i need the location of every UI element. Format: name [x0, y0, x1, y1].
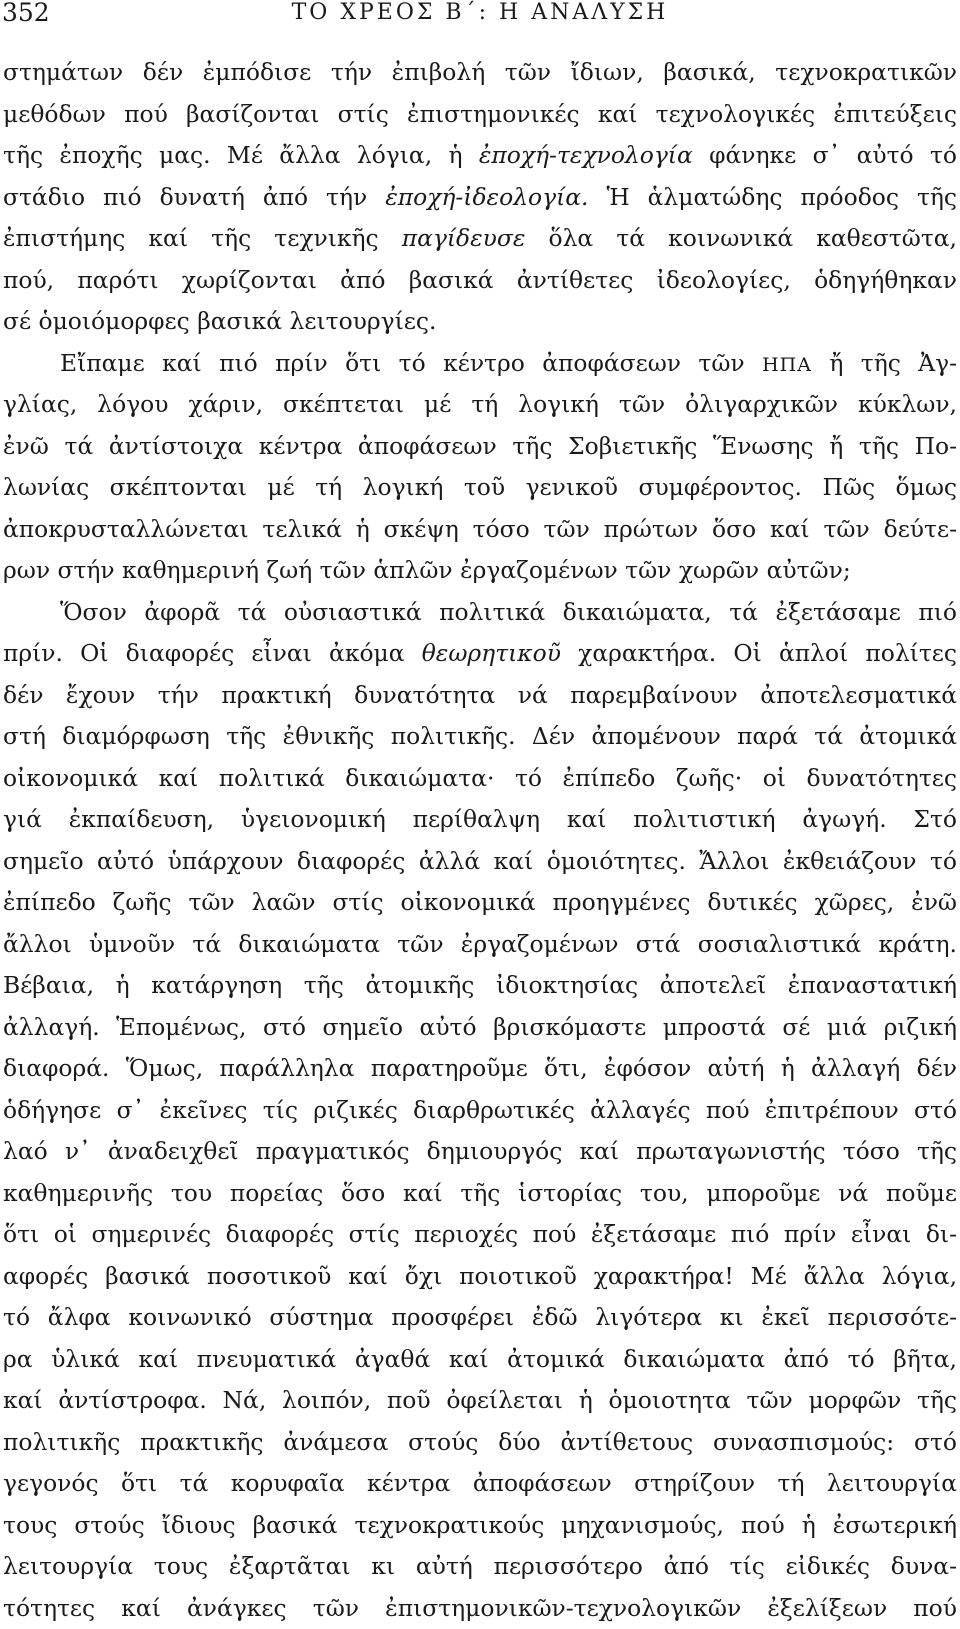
text-segment: γλίας, λόγου χάριν, σκέπτεται μέ τή λογική τῶν ὀλιγαρχικῶν κύκλων, — [3, 390, 957, 418]
text-line — [3, 1256, 957, 1298]
text-segment: τους στούς ἴδιους βασικά τεχνοκρατικούς μηχανισμούς, πού ἡ ἐσωτερική — [3, 1511, 957, 1539]
text-line — [3, 426, 957, 468]
text-segment: ὁδήγησε σ᾽ ἐκεῖνες τίς ριζικές διαρθρωτικές ἀλλαγές πού ἐπιτρέπουν στό — [3, 1096, 957, 1124]
text-segment: ἐνῶ τά ἀντίστοιχα κέντρα ἀποφάσεων τῆς Σοβιετικῆς Ἕνωσης ἤ τῆς Πο- — [3, 432, 957, 460]
text-line — [3, 924, 957, 966]
text-line — [3, 1173, 957, 1215]
text-segment: γιά ἐκπαίδευση, ὑγειονομική περίθαλψη καί πολιτιστική ἀγωγή. Στό — [3, 805, 957, 833]
text-line — [3, 467, 957, 509]
text-line — [3, 799, 957, 841]
text-segment: διαφορά. Ὅμως, παράλληλα παρατηροῦμε ὅτι, ἐφόσον αὐτή ἡ ἀλλαγή δέν — [3, 1054, 957, 1082]
text-line — [3, 675, 957, 717]
text-line — [3, 882, 957, 924]
text-segment: ὅλα τά κοινωνικά καθεστῶτα, — [525, 224, 957, 252]
text-segment: γεγονός ὅτι τά κορυφαῖα κέντρα ἀποφάσεων στηρίζουν τή λειτουργία — [3, 1469, 957, 1497]
text-line — [3, 260, 957, 302]
text-line — [3, 1380, 957, 1422]
text-segment: στάδιο πιό δυνατή ἀπό τήν — [3, 183, 385, 211]
text-line — [3, 633, 957, 675]
text-segment: πού, παρότι χωρίζονται ἀπό βασικά ἀντίθετες ἰδεολογίες, ὁδηγήθηκαν — [3, 266, 957, 294]
text-segment: φάνηκε σ᾽ αὐτό τό — [693, 141, 957, 169]
text-line — [3, 965, 957, 1007]
text-segment: ἐπίπεδο ζωῆς τῶν λαῶν στίς οἰκονομικά προηγμένες δυτικές χῶρες, ἐνῶ — [3, 888, 957, 916]
text-segment: ἄλλοι ὑμνοῦν τά δικαιώματα τῶν ἐργαζομένων στά σοσιαλιστικά κράτη. — [3, 930, 957, 958]
text-segment: ἤ τῆς Ἀγ- — [812, 349, 957, 377]
text-line — [3, 1090, 957, 1132]
text-segment: καί ἀντίστροφα. Νά, λοιπόν, ποῦ ὀφείλεται ἡ ὁμοιοτητα τῶν μορφῶν τῆς — [3, 1386, 957, 1414]
text-segment-italic: θεωρητικοῦ — [422, 639, 561, 667]
text-segment: μεθόδων πού βασίζονται στίς ἐπιστημονικές καί τεχνολογικές ἐπιτεύξεις — [3, 100, 957, 128]
text-segment: σημεῖο αὐτό ὑπάρχουν διαφορές ἀλλά καί ὁμοιότητες. Ἄλλοι ἐκθειάζουν τό — [3, 847, 957, 875]
text-line — [3, 1339, 957, 1381]
text-line — [3, 509, 957, 551]
text-segment: λαό ν᾽ ἀναδειχθεῖ πραγματικός δημιουργός καί πρωταγωνιστής τόσο τῆς — [3, 1137, 957, 1165]
running-title: ΤΟ ΧΡΕΟΣ Β΄: Η ΑΝΑΛΥΣΗ — [2, 0, 958, 26]
text-segment-italic: ἐποχή-ἰδεολογία. — [385, 183, 588, 211]
page-number: 352 — [2, 0, 50, 26]
text-line — [3, 1422, 957, 1464]
text-line — [3, 1131, 957, 1173]
text-segment: τό ἄλφα κοινωνικό σύστημα προσφέρει ἐδῶ λιγότερα κι ἐκεῖ περισσότε- — [3, 1303, 957, 1331]
text-segment-italic: ἐποχή-τεχνολογία — [479, 141, 693, 169]
text-segment: καθημερινῆς του πορείας ὅσο καί τῆς ἱστορίας του, μποροῦμε νά ποῦμε — [3, 1179, 957, 1207]
text-segment: Εἴπαμε καί πιό πρίν ὅτι τό κέντρο ἀποφάσεων τῶν — [60, 349, 762, 377]
text-segment: λωνίας σκέπτονται μέ τή λογική τοῦ γενικοῦ συμφέροντος. Πῶς ὅμως — [3, 473, 957, 501]
text-segment: τῆς ἐποχῆς μας. Μέ ἄλλα λόγια, ἡ — [3, 141, 479, 169]
text-segment: ρων στήν καθημερινή ζωή τῶν ἁπλῶν ἐργαζομένων τῶν χωρῶν αὐτῶν; — [3, 556, 851, 584]
text-line — [3, 218, 957, 260]
text-line — [3, 343, 957, 385]
text-segment: αφορές βασικά ποσοτικοῦ καί ὄχι ποιοτικοῦ χαρακτήρα! Μέ ἄλλα λόγια, — [3, 1262, 957, 1290]
text-line — [3, 758, 957, 800]
text-line — [3, 1048, 957, 1090]
text-segment: οἰκονομικά καί πολιτικά δικαιώματα· τό ἐπίπεδο ζωῆς· οἱ δυνατότητες — [3, 764, 957, 792]
text-line — [3, 301, 957, 343]
text-line — [3, 1546, 957, 1588]
text-line — [3, 592, 957, 634]
text-line — [3, 52, 957, 94]
text-line — [3, 177, 957, 219]
text-segment: χαρακτήρα. Οἱ ἁπλοί πολίτες — [561, 639, 957, 667]
text-line — [3, 1297, 957, 1339]
text-line — [3, 550, 957, 592]
text-segment: Ὅσον ἀφορᾶ τά οὐσιαστικά πολιτικά δικαιώματα, τά ἐξετάσαμε πιό — [60, 598, 957, 626]
text-segment-italic: παγίδευσε — [402, 224, 526, 252]
text-segment: ἀποκρυσταλλώνεται τελικά ἡ σκέψη τόσο τῶν πρώτων ὅσο καί τῶν δεύτε- — [3, 515, 957, 543]
text-line — [3, 135, 957, 177]
text-segment: ὅτι οἱ σημερινές διαφορές στίς περιοχές πού ἐξετάσαμε πιό πρίν εἶναι δι- — [3, 1220, 957, 1248]
text-line — [3, 1007, 957, 1049]
text-line — [3, 841, 957, 883]
text-line — [3, 716, 957, 758]
text-line — [3, 1463, 957, 1505]
text-segment: Βέβαια, ἡ κατάργηση τῆς ἀτομικῆς ἰδιοκτησίας ἀποτελεῖ ἐπαναστατική — [3, 971, 957, 999]
text-segment: πρίν. Οἱ διαφορές εἶναι ἀκόμα — [3, 639, 422, 667]
text-segment: ἀλλαγή. Ἑπομένως, στό σημεῖο αὐτό βρισκόμαστε μπροστά σέ μιά ριζική — [3, 1013, 957, 1041]
text-segment: σέ ὁμοιόμορφες βασικά λειτουργίες. — [3, 307, 436, 335]
text-line — [3, 1505, 957, 1547]
text-segment: λειτουργία τους ἐξαρτᾶται κι αὐτή περισσότερο ἀπό τίς εἰδικές δυνα- — [3, 1552, 957, 1580]
text-segment: τότητες καί ἀνάγκες τῶν ἐπιστημονικῶν-τεχνολογικῶν ἐξελίξεων πού — [3, 1594, 957, 1622]
text-segment: ρα ὑλικά καί πνευματικά ἀγαθά καί ἀτομικά δικαιώματα ἀπό τό βῆτα, — [3, 1345, 957, 1373]
text-segment: στή διαμόρφωση τῆς ἐθνικῆς πολιτικῆς. Δέν ἀπομένουν παρά τά ἀτομικά — [3, 722, 957, 750]
text-segment: πολιτικῆς πρακτικῆς ἀνάμεσα στούς δύο ἀντίθετους συνασπισμούς: στό — [3, 1428, 957, 1456]
text-line — [3, 94, 957, 136]
text-line — [3, 1214, 957, 1256]
text-segment: δέν ἔχουν τήν πρακτική δυνατότητα νά παρεμβαίνουν ἀποτελεσματικά — [3, 681, 957, 709]
page-header — [2, 0, 958, 26]
text-segment-smallcaps: ΗΠΑ — [762, 354, 812, 376]
text-segment: Ἡ ἁλματώδης πρόοδος τῆς — [588, 183, 957, 211]
text-segment: ἐπιστήμης καί τῆς τεχνικῆς — [3, 224, 402, 252]
text-line — [3, 384, 957, 426]
body-text — [3, 52, 957, 1629]
text-segment: στημάτων δέν ἐμπόδισε τήν ἐπιβολή τῶν ἴδιων, βασικά, τεχνοκρατικῶν — [3, 58, 957, 86]
text-line — [3, 1588, 957, 1629]
